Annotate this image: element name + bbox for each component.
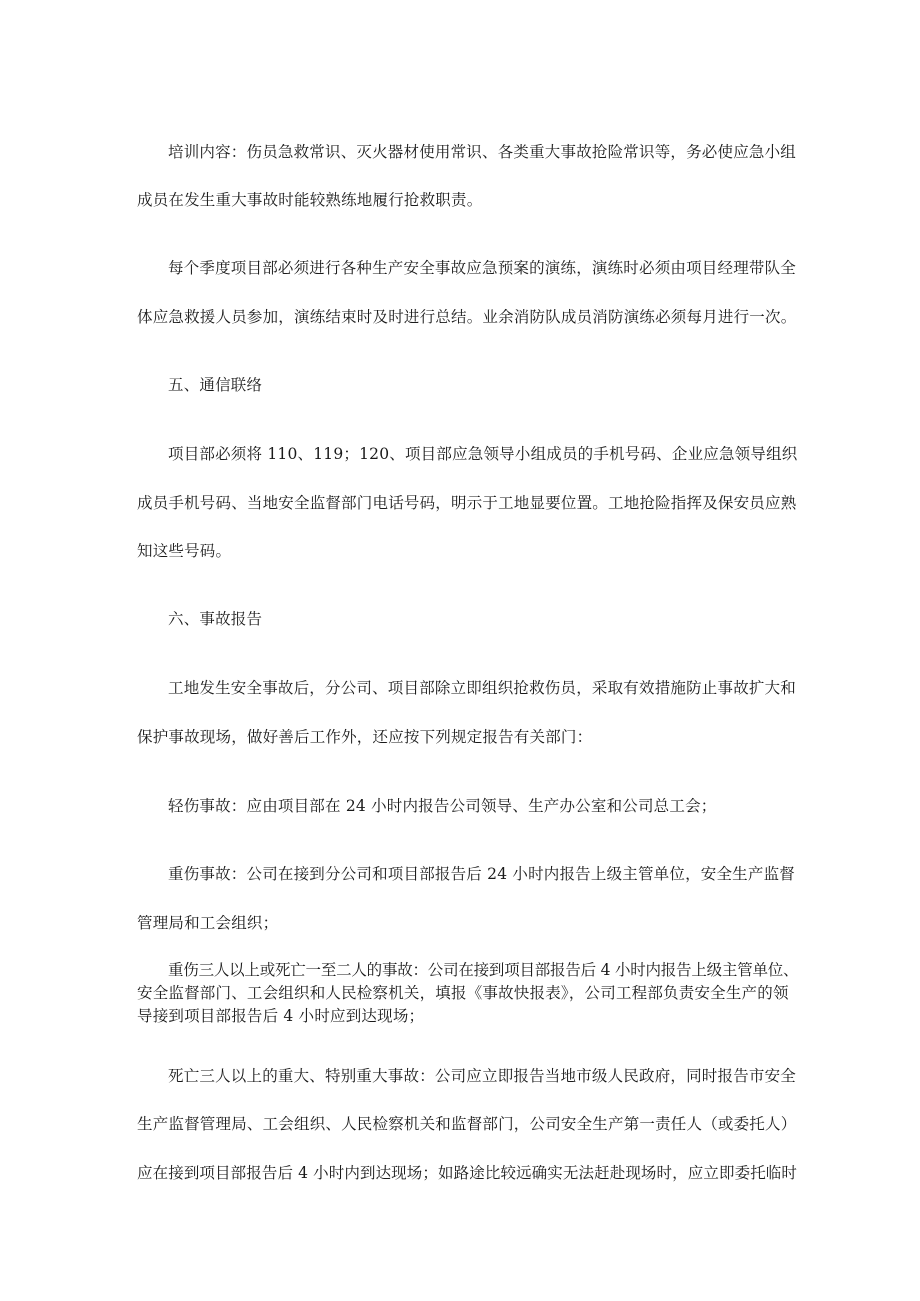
major-accident-line-3: 应在接到项目部报告后 4 小时内到达现场；如路途比较远确实无法赶赴现场时，应立即委托临时 [137,1164,798,1182]
major-accident-line-1: 死亡三人以上的重大、特别重大事故：公司应立即报告当地市级人民政府，同时报告市安全 [168,1067,797,1085]
training-line-2: 成员在发生重大事故时能较熟练地履行抢救职责。 [137,191,483,209]
multi-casualty-line-1: 重伤三人以上或死亡一至二人的事故：公司在接到项目部报告后 4 小时内报告上级主管单位、 [168,961,799,979]
multi-casualty-line-3: 导接到项目部报告后 4 小时应到达现场； [137,1007,425,1025]
multi-casualty-line-2: 安全监督部门、工会组织和人民检察机关，填报《事故快报表》，公司工程部负责安全生产的领 [137,984,789,1002]
drill-line-1: 每个季度项目部必须进行各种生产安全事故应急预案的演练，演练时必须由项目经理带队全 [168,259,797,277]
section-heading-accident-report: 六、事故报告 [168,610,263,628]
major-accident-line-2: 生产监督管理局、工会组织、人民检察机关和监督部门，公司安全生产第一责任人（或委托人） [137,1115,797,1133]
serious-injury-line-2: 管理局和工会组织； [137,914,279,932]
contact-line-3: 知这些号码。 [137,542,232,560]
report-line-1: 工地发生安全事故后，分公司、项目部除立即组织抢救伤员，采取有效措施防止事故扩大和 [168,679,797,697]
section-heading-communication: 五、通信联络 [168,376,263,394]
report-line-2: 保护事故现场，做好善后工作外，还应按下列规定报告有关部门： [137,728,593,746]
drill-line-2: 体应急救援人员参加，演练结束时及时进行总结。业余消防队成员消防演练必须每月进行一次。 [137,308,797,326]
minor-injury-line: 轻伤事故：应由项目部在 24 小时内报告公司领导、生产办公室和公司总工会； [168,797,717,815]
training-line-1: 培训内容：伤员急救常识、灭火器材使用常识、各类重大事故抢险常识等，务必使应急小组 [168,143,797,161]
contact-line-1: 项目部必须将 110、119；120、项目部应急领导小组成员的手机号码、企业应急领导组织 [168,445,798,463]
serious-injury-line-1: 重伤事故：公司在接到分公司和项目部报告后 24 小时内报告上级主管单位，安全生产监督 [168,865,795,883]
contact-line-2: 成员手机号码、当地安全监督部门电话号码，明示于工地显要位置。工地抢险指挥及保安员应熟 [137,494,797,512]
